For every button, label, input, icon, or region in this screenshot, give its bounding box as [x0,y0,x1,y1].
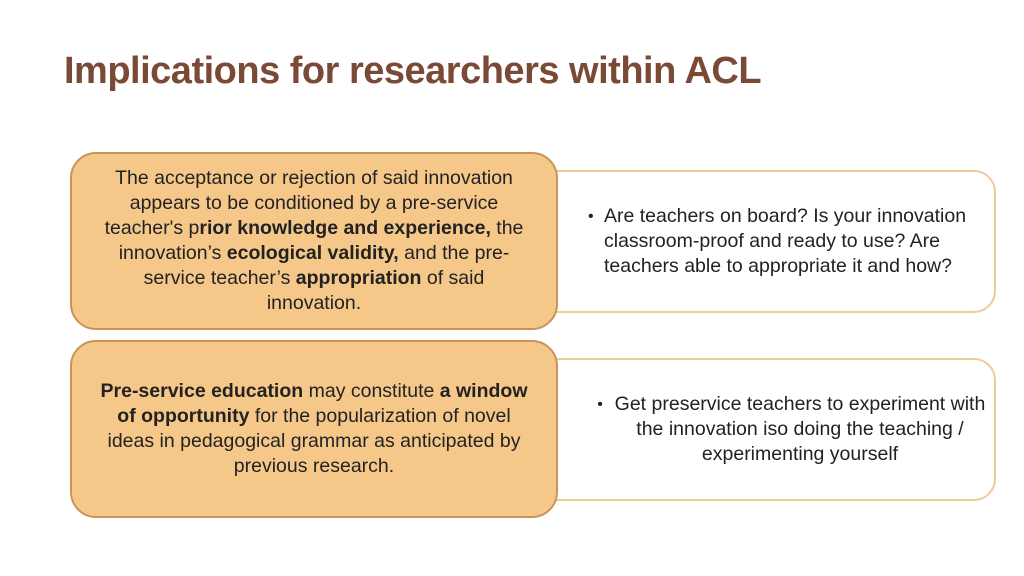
bullet-marker: • [597,396,603,413]
summary-text: Pre-service education may constitute a window of opportunity for the popularization of novel ideas in pedagogical grammar as anticipated by previous research. [100,380,528,477]
emphasis-appropriation: appropriation [295,267,422,289]
implication-summary-box-2 [70,340,558,518]
emphasis-prior-knowledge: rior knowledge and experience, [199,217,491,239]
implication-row-2 [0,340,1024,520]
summary-text: The acceptance or rejection of said innovation appears to be conditioned by a pre-service teacher's prior knowledge and experience, the innovation’s ecological validity, and the pre-service teacher’s appropriation of said innovation. [104,167,524,314]
page-title: Implications for researchers within ACL [64,50,762,92]
bullet-item [592,392,992,467]
emphasis-window-of-opportunity: a window of opportunity [117,380,528,427]
bullet-text: Are teachers on board? Is your innovation classroom-proof and ready to use? Are teachers able to appropriate it and how? [604,205,967,277]
implication-detail-box-2 [520,358,996,501]
emphasis-ecological-validity: ecological validity, [226,242,399,264]
bullet-text: Get preservice teachers to experiment with the innovation iso doing the teaching / experimenting yourself [614,393,986,465]
implication-detail-box-1 [520,170,996,313]
bullet-marker: • [588,208,594,225]
bullet-item [588,204,968,279]
implication-summary-box-1 [70,152,558,330]
implication-row-1 [0,152,1024,332]
emphasis-pre-service-education: Pre-service education [100,380,304,402]
